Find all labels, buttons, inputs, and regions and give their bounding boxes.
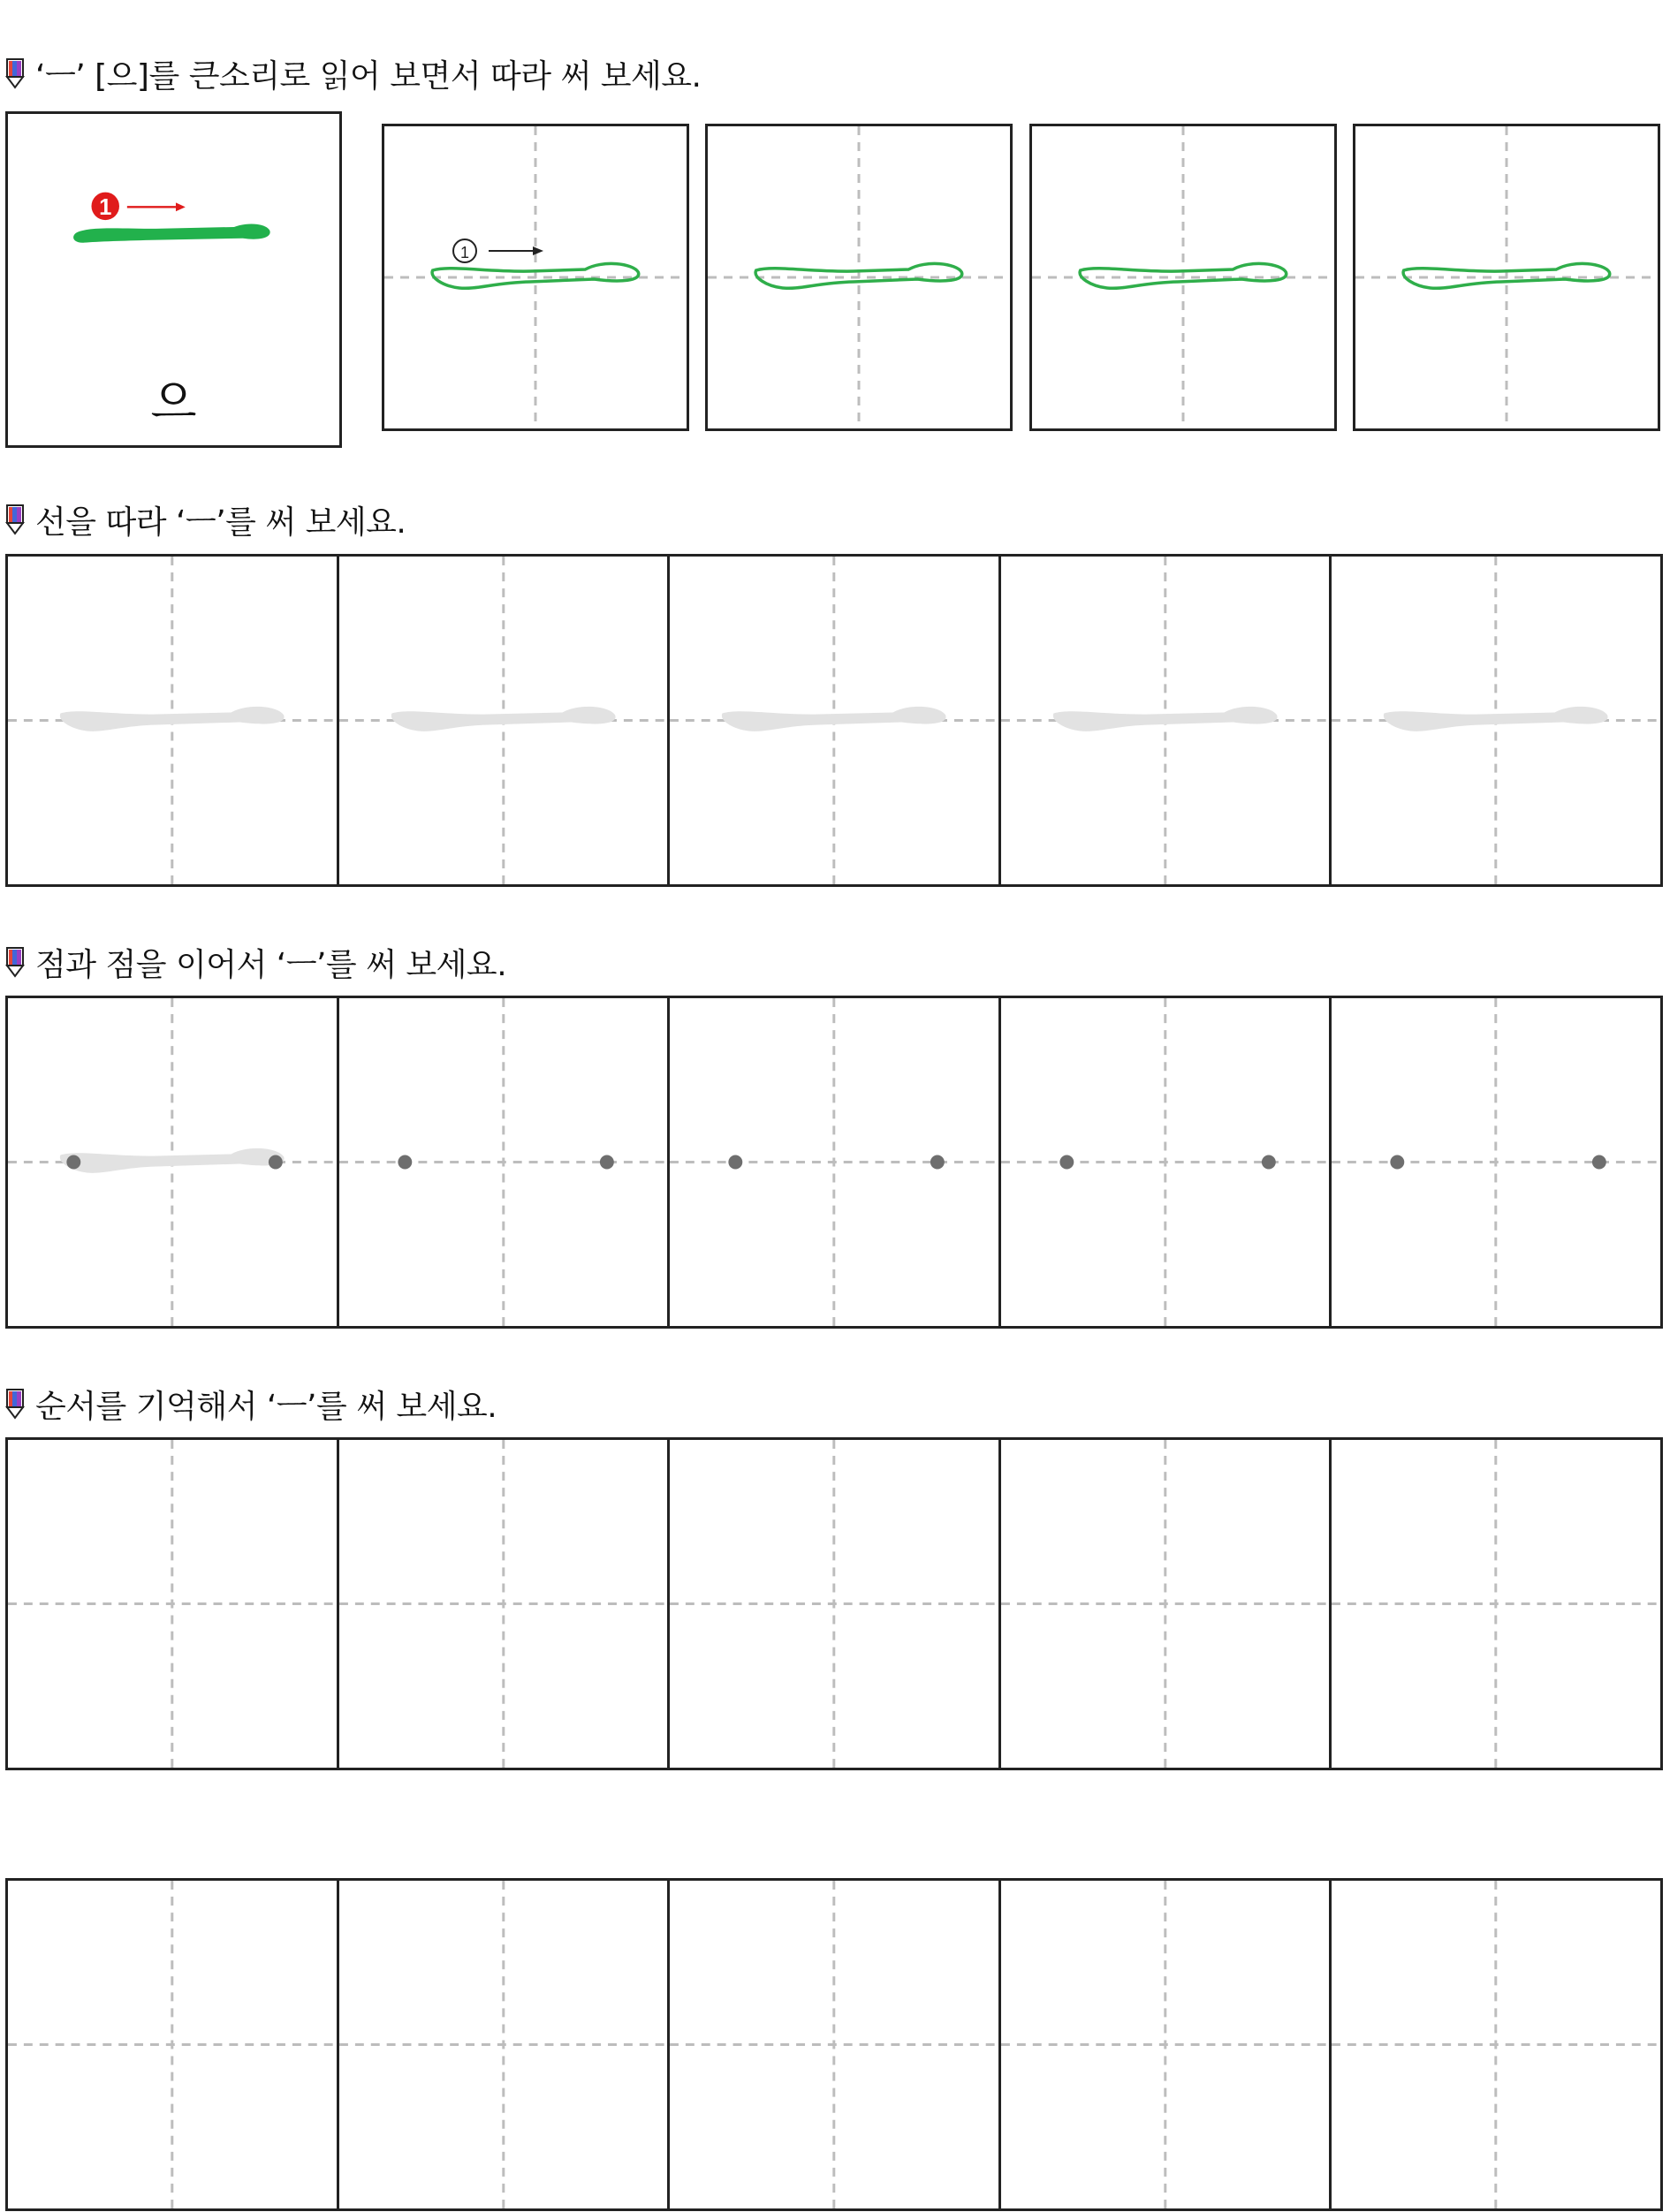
memory-cell[interactable] (8, 1881, 339, 2208)
instruction-2 (5, 497, 406, 542)
model-syllable: 으 (150, 375, 197, 430)
dots-cell[interactable] (1001, 998, 1332, 1326)
dots-cell[interactable] (670, 998, 1001, 1326)
instruction-text-2: 선을 따라 ‘ㅡ’를 써 보세요. (35, 504, 406, 541)
memory-cell[interactable] (670, 1881, 1001, 2208)
memory-cell[interactable] (8, 1440, 339, 1768)
pencil-icon (5, 946, 25, 978)
instruction-text-4: 순서를 기억해서 ‘ㅡ’를 써 보세요. (35, 1388, 497, 1425)
model-stroke (73, 224, 270, 243)
trace-cell[interactable] (1001, 557, 1332, 884)
memory-cell[interactable] (1332, 1440, 1660, 1768)
memory-cell[interactable] (670, 1440, 1001, 1768)
memory-cell[interactable] (339, 1440, 671, 1768)
trace-cell[interactable] (670, 557, 1001, 884)
model-character-box (5, 111, 342, 448)
dots-cell[interactable] (1332, 998, 1660, 1326)
instruction-text-3: 점과 점을 이어서 ‘ㅡ’를 써 보세요. (35, 946, 507, 983)
instruction-text-1: ‘ㅡ’ [으]를 큰소리로 읽어 보면서 따라 써 보세요. (35, 57, 702, 95)
trace-cell[interactable] (339, 557, 671, 884)
memory-cell[interactable] (1001, 1440, 1332, 1768)
outline-practice-box[interactable] (1353, 124, 1660, 431)
pencil-icon (5, 504, 25, 535)
dots-row (5, 996, 1663, 1329)
trace-row (5, 554, 1663, 887)
instruction-1 (5, 51, 702, 95)
instruction-4 (5, 1382, 497, 1426)
memory-cell[interactable] (339, 1881, 671, 2208)
outline-practice-box[interactable] (1029, 124, 1337, 431)
trace-cell[interactable] (8, 557, 339, 884)
outline-practice-box[interactable] (705, 124, 1013, 431)
pencil-icon (5, 57, 25, 89)
memory-cell[interactable] (1332, 1881, 1660, 2208)
outline-practice-box[interactable] (382, 124, 689, 431)
memory-row-2 (5, 1878, 1663, 2211)
memory-row-1 (5, 1437, 1663, 1770)
pencil-icon (5, 1388, 25, 1420)
trace-cell[interactable] (1332, 557, 1660, 884)
svg-text:1: 1 (99, 195, 112, 221)
outline-stroke-number: 1 (459, 244, 470, 261)
memory-cell[interactable] (1001, 1881, 1332, 2208)
instruction-3 (5, 940, 506, 984)
dots-cell[interactable] (339, 998, 671, 1326)
dots-cell[interactable] (8, 998, 339, 1326)
